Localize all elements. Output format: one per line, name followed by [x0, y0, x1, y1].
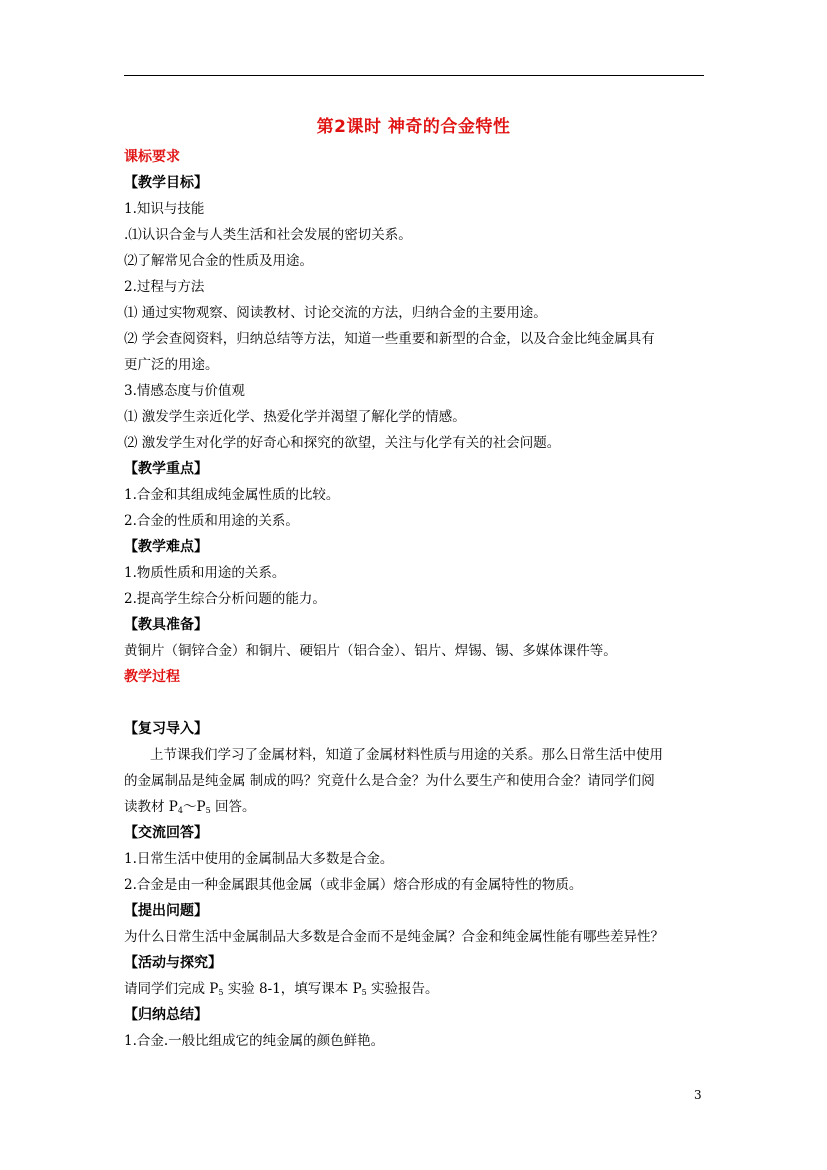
- text-line: 上节课我们学习了金属材料，知道了金属材料性质与用途的关系。那么日常生活中使用: [150, 747, 663, 763]
- heading-key-points: 【教学重点】: [124, 461, 208, 477]
- text-line: ⑴ 通过实物观察、阅读教材、讨论交流的方法，归纳合金的主要用途。: [124, 305, 547, 321]
- heading-activity: 【活动与探究】: [124, 955, 222, 971]
- text-line: 2.合金是由一种金属跟其他金属（或非金属）熔合形成的有金属特性的物质。: [124, 877, 583, 893]
- text-line: 的金属制品是纯金属 制成的吗？究竟什么是合金？为什么要生产和使用合金？请同学们阅: [124, 773, 655, 789]
- heading-exchange: 【交流回答】: [124, 825, 208, 841]
- heading-materials: 【教具准备】: [124, 617, 208, 633]
- section-heading-requirements: 课标要求: [124, 149, 180, 165]
- page-number: 3: [694, 1088, 702, 1102]
- heading-difficulties: 【教学难点】: [124, 539, 208, 555]
- page-title: 第2课时 神奇的合金特性: [316, 117, 511, 137]
- text-line: ⑵ 学会查阅资料，归纳总结等方法，知道一些重要和新型的合金，以及合金比纯金属具有: [124, 331, 655, 347]
- text-line: 更广泛的用途。: [124, 357, 219, 373]
- text-line: 1.合金和其组成纯金属性质的比较。: [124, 487, 340, 503]
- text-line: 1.合金.一般比组成它的纯金属的颜色鲜艳。: [124, 1033, 385, 1049]
- text-line: 1.日常生活中使用的金属制品大多数是合金。: [124, 851, 394, 867]
- text-line: 读教材 $P_4\sim P_5$ 回答。: [124, 799, 256, 815]
- heading-teaching-goals: 【教学目标】: [124, 175, 208, 191]
- heading-summary: 【归纳总结】: [124, 1007, 208, 1023]
- header-rule: [124, 75, 704, 76]
- text-line: 1.物质性质和用途的关系。: [124, 565, 286, 581]
- text-line: 2.提高学生综合分析问题的能力。: [124, 591, 326, 607]
- text-line: ⑵了解常见合金的性质及用途。: [124, 253, 313, 269]
- section-heading-process: 教学过程: [124, 669, 180, 685]
- text-line: ⑴ 激发学生亲近化学、热爱化学并渴望了解化学的情感。: [124, 409, 466, 425]
- text-line: 黄铜片（铜锌合金）和铜片、硬铝片（铝合金）、铝片、焊锡、锡、多媒体课件等。: [124, 643, 617, 659]
- text-line: 2.合金的性质和用途的关系。: [124, 513, 299, 529]
- text-line: 3.情感态度与价值观: [124, 383, 245, 399]
- text-line: 2.过程与方法: [124, 279, 205, 295]
- text-line: 1.知识与技能: [124, 201, 205, 217]
- text-line: ⑵ 激发学生对化学的好奇心和探究的欲望，关注与化学有关的社会问题。: [124, 435, 561, 451]
- text-line: .⑴认识合金与人类生活和社会发展的密切关系。: [124, 227, 412, 243]
- text-line: 请同学们完成 $P_5$ 实验 8-1，填写课本 $P_5$ 实验报告。: [124, 981, 439, 997]
- heading-review: 【复习导入】: [124, 721, 208, 737]
- text-line: 为什么日常生活中金属制品大多数是合金而不是纯金属？合金和纯金属性能有哪些差异性？: [124, 929, 664, 945]
- heading-question: 【提出问题】: [124, 903, 208, 919]
